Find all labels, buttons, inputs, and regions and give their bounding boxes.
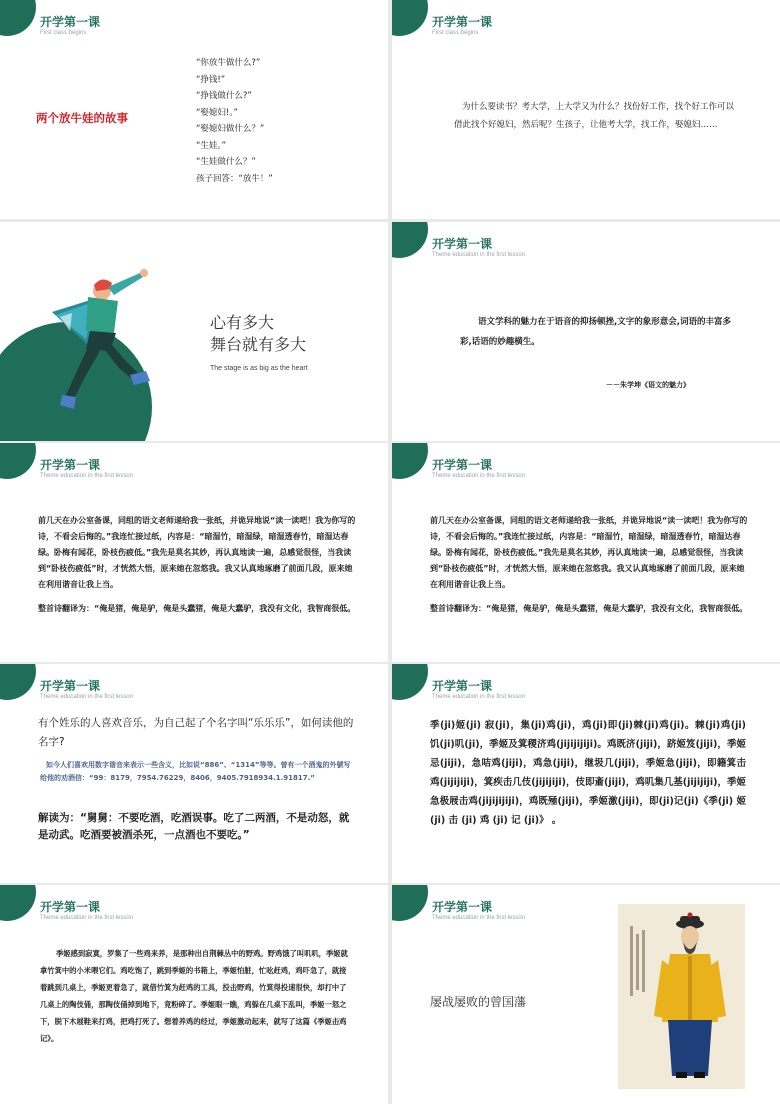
number-note: 如今人们喜欢用数字谐音来表示一些含义，比如说“886”、“1314”等等。曾有一个酒鬼的外號写给他的劝酒信：“99：8179，7954.76229，8406，9405.7918934.1.91817.” bbox=[40, 761, 351, 782]
slide-title: 开学第一课 bbox=[40, 900, 101, 914]
portrait-figure bbox=[618, 904, 745, 1089]
corner-decoration bbox=[0, 0, 36, 36]
slide-subtitle: Theme education in the first lesson bbox=[432, 915, 526, 921]
slogan-line-2: 舞台就有多大 bbox=[210, 335, 307, 354]
translation-story: 季姬感到寂寞，罗集了一些鸡来养，是那种出自荆棘丛中的野鸡。野鸡饿了叫叽叽，季姬就拿竹箕中的小米喂它们。鸡吃饱了，跳到季姬的书箱上，季姬怕脏，忙吆赶鸡，鸡吓急了，就接着跳到几桌上，季姬更着急了，就借竹箕为赶鸡的工具，投击野鸡，竹箕得投速很快，却打中了几桌上的陶伎俑，那陶伎俑掉到地下，竟粉碎了。季姬眼一瞧，鸡躲在几桌下乱叫，季姬一怒之下，脱下木屐鞋来打鸡，把鸡打死了。想着养鸡的经过，季姬激动起来，就写了这篇《季姬击鸡记》。 bbox=[40, 949, 348, 1043]
slide-subtitle: Theme education in the first lesson bbox=[432, 473, 526, 479]
corner-decoration bbox=[0, 885, 36, 921]
dialog-line: “娶媳妇!。” bbox=[196, 107, 238, 118]
slide-title: 开学第一课 bbox=[40, 15, 101, 29]
corner-decoration bbox=[392, 0, 428, 36]
slide-subtitle: First class begins bbox=[432, 30, 479, 36]
slide-title: 开学第一课 bbox=[432, 237, 493, 251]
slide-subtitle: First class begins bbox=[40, 30, 87, 36]
corner-decoration bbox=[392, 222, 428, 258]
slide-title: 开学第一课 bbox=[40, 679, 101, 693]
question-text: 有个姓乐的人喜欢音乐，为自己起了个名字叫“乐乐乐”，如何读他的名字? bbox=[38, 717, 354, 748]
slide-title: 开学第一课 bbox=[432, 458, 493, 472]
answer-text: 解读为：“舅舅：不要吃酒，吃酒误事。吃了二两酒，不是动怒，就是动武。吃酒要被酒杀死，一点酒也不要吃。” bbox=[38, 812, 350, 841]
slide-4 bbox=[392, 222, 780, 441]
portrait-image bbox=[618, 904, 745, 1089]
slide-subtitle: Theme education in the first lesson bbox=[432, 252, 526, 258]
dialog-line: “娶媳妇做什么？” bbox=[196, 124, 265, 134]
runner-illustration bbox=[30, 267, 170, 417]
slogan-english: The stage is as big as the heart bbox=[210, 365, 308, 372]
slide-7 bbox=[0, 664, 388, 883]
dialog-list bbox=[196, 55, 376, 187]
slide-2 bbox=[392, 0, 780, 219]
slide-subtitle: Theme education in the first lesson bbox=[40, 694, 134, 700]
slide-title: 开学第一课 bbox=[432, 900, 493, 914]
slide-title: 开学第一课 bbox=[432, 679, 493, 693]
quote-text: 语文学科的魅力在于语音的抑扬顿挫,文字的象形意会,词语的丰富多彩,话语的妙趣横生。 bbox=[460, 317, 731, 347]
quote-attribution: －－朱学坤《语文的魅力》 bbox=[606, 381, 690, 389]
slide-9 bbox=[0, 885, 388, 1104]
dialog-line: “挣钱做什么?” bbox=[196, 91, 252, 101]
slide-title: 开学第一课 bbox=[40, 458, 101, 472]
slide-8 bbox=[392, 664, 780, 883]
slide-3 bbox=[0, 222, 388, 441]
corner-decoration bbox=[0, 443, 36, 479]
corner-decoration bbox=[392, 664, 428, 700]
slide-1 bbox=[0, 0, 388, 219]
story-title: 两个放牛娃的故事 bbox=[36, 111, 128, 125]
slide-subtitle: Theme education in the first lesson bbox=[432, 694, 526, 700]
dialog-line: “挣钱!” bbox=[196, 74, 226, 85]
corner-decoration bbox=[392, 443, 428, 479]
slide-subtitle: Theme education in the first lesson bbox=[40, 473, 134, 479]
tongue-twister-text: 季(ji)姬(ji) 寂(ji)，集(ji)鸡(ji)，鸡(ji)即(ji)棘(ji)鸡(ji)。棘(ji)鸡(ji) 饥(ji)叽(ji)，季姬及箕稷济鸡(jijijijiji)。鸡既济(jiji)，跻姬笈(jiji)，季姬忌(jiji)，急咭鸡(jiji)，鸡急(jiji)，继圾几(jiji)，季姬急(jiji)，即籍箕击鸡(jijijiji)，箕疾击几伎(jijijiji)，伎即齑(jiji)，鸡叽集几基(jijijiji)，季姬急极屐击鸡(jijijijiji)，鸡既殛(jiji)，季姬激(jiji)，即(ji)记(ji)《季(ji) 姬 (ji) 击 (ji) 鸡 (ji) 记 (ji)》 。 bbox=[430, 720, 746, 826]
slide-10 bbox=[392, 885, 780, 1104]
slide-6 bbox=[392, 443, 780, 662]
translation-paragraph: 整首诗翻译为：“俺是猪，俺是驴，俺是头蠢猪，俺是大蠢驴，我没有文化，我智商很低。 bbox=[430, 604, 748, 613]
dialog-line: “你放牛做什么?” bbox=[196, 58, 261, 68]
slide-title: 开学第一课 bbox=[432, 15, 493, 29]
story-paragraph: 前几天在办公室备课，同组的语文老师递给我一张纸，并诡异地说“读一读吧！我为你写的诗，不看会后悔的。”我连忙接过纸，内容是：“暗湿竹，暗湿绿，暗湿透春竹，暗湿达春绿。卧梅有闻花，卧枝伤疲低。”我先是莫名其妙，再认真地读一遍，总感觉很怪，当我读到“卧枝伤疲低”时，才恍然大悟，原来她在忽悠我。我又认真地琢磨了前面几段，原来她在利用谐音让我上当。 bbox=[430, 516, 748, 589]
corner-decoration bbox=[392, 885, 428, 921]
slide-text: 为什么要读书？考大学，上大学又为什么？找份好工作，找个好工作可以借此找个好媳妇，然后呢？生孩子，让他考大学，找工作，娶媳妇…… bbox=[454, 102, 735, 130]
slide-5 bbox=[0, 443, 388, 662]
translation-paragraph: 整首诗翻译为：“俺是猪，俺是驴，俺是头蠢猪，俺是大蠢驴，我没有文化，我智商很低。 bbox=[38, 604, 356, 613]
dialog-line: 孩子回答：“放牛！” bbox=[196, 173, 273, 184]
slogan-line-1: 心有多大 bbox=[210, 313, 275, 332]
slide-subtitle: Theme education in the first lesson bbox=[40, 915, 134, 921]
corner-decoration bbox=[0, 664, 36, 700]
dialog-line: “生娃做什么？” bbox=[196, 157, 256, 167]
dialog-line: “生娃。” bbox=[196, 140, 227, 151]
portrait-caption: 屡战屡败的曾国藩 bbox=[430, 995, 527, 1009]
story-paragraph: 前几天在办公室备课，同组的语文老师递给我一张纸，并诡异地说“读一读吧！我为你写的诗，不看会后悔的。”我连忙接过纸，内容是：“暗湿竹，暗湿绿，暗湿透春竹，暗湿达春绿。卧梅有闻花，卧枝伤疲低。”我先是莫名其妙，再认真地读一遍，总感觉很怪，当我读到“卧枝伤疲低”时，才恍然大悟，原来她在忽悠我。我又认真地琢磨了前面几段，原来她在利用谐音让我上当。 bbox=[38, 516, 356, 589]
